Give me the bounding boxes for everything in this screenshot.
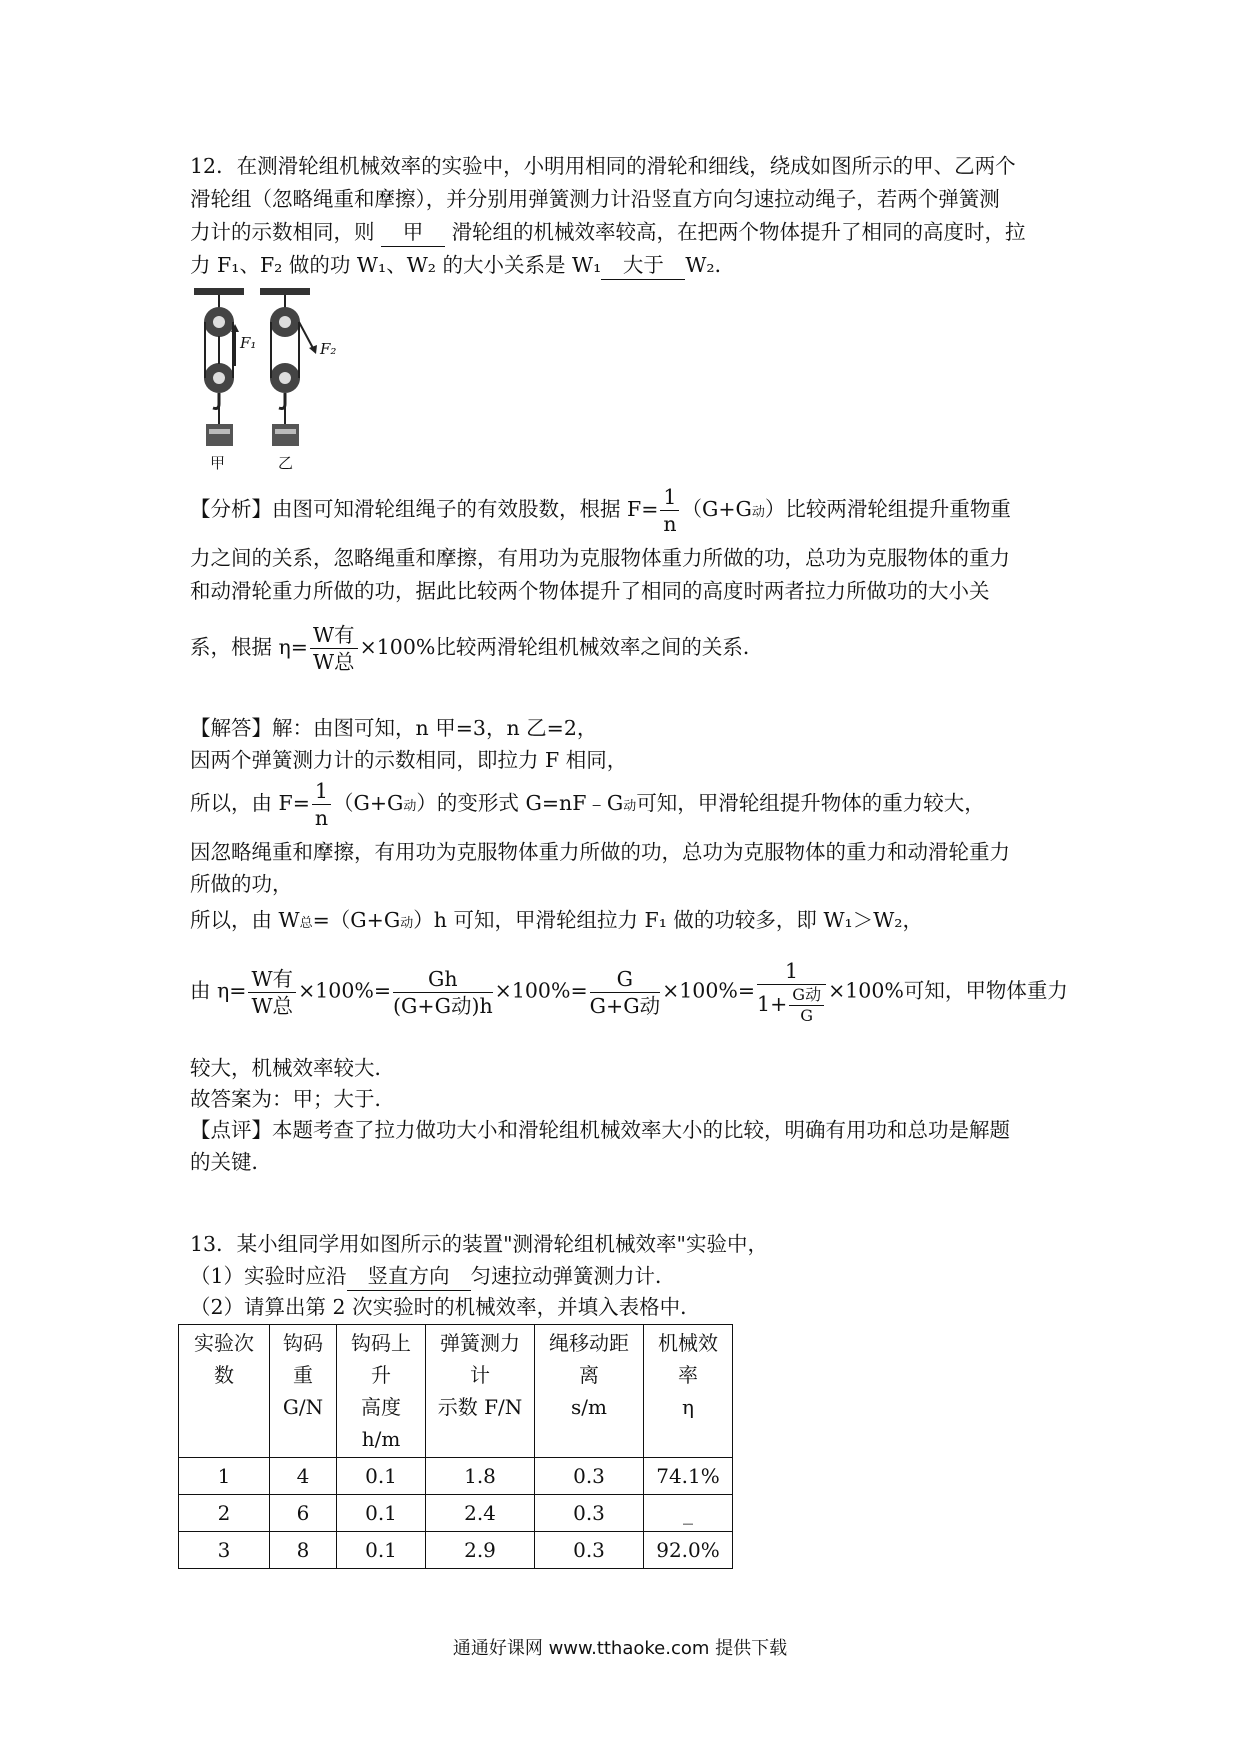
q12-answer-line-2: 因两个弹簧测力计的示数相同，即拉力 F 相同， bbox=[190, 748, 628, 772]
q12-answer-line-9: 故答案为：甲；大于． bbox=[190, 1087, 395, 1111]
f1-label: F₁ bbox=[240, 334, 257, 352]
answer-tag: 【解答】 bbox=[190, 716, 272, 740]
table-row bbox=[179, 1495, 733, 1532]
header-cell: 绳移动距 离 s/m bbox=[535, 1325, 644, 1458]
q12-analysis-line-3: 和动滑轮重力所做的功，据此比较两个物体提升了相同的高度时两者拉力所做功的大小关 bbox=[190, 579, 990, 603]
table-cell: 1.8 bbox=[426, 1458, 535, 1495]
comment-tag: 【点评】 bbox=[190, 1118, 272, 1142]
table-cell: 0.1 bbox=[337, 1532, 426, 1569]
table-cell: 3 bbox=[179, 1532, 270, 1569]
q12-stem-line-1: 12．在测滑轮组机械效率的实验中，小明用相同的滑轮和细线，绕成如图所示的甲、乙两个 bbox=[190, 154, 1016, 178]
q12-analysis-line-1: 【分析】由图可知滑轮组绳子的有效股数，根据 F= $\frac{1}{n}$ （G+G动）比较两滑轮组提升重物重 bbox=[190, 485, 1011, 536]
q12-answer-blank-1: 甲 bbox=[381, 218, 445, 247]
analysis-tag: 【分析】 bbox=[190, 497, 272, 521]
table-row bbox=[179, 1458, 733, 1495]
page-footer: 通通好课网 www.tthaoke.com 提供下载 bbox=[452, 1638, 788, 1659]
q12-answer-line-3: 所以，由 F= $\frac{1}{n}$ （G+G动）的变形式 G=nF﹣G动可知，甲滑轮组提升物体的重力较大， bbox=[190, 779, 985, 830]
q13-answer-blank-1: 竖直方向 bbox=[347, 1262, 471, 1291]
table-cell: 8 bbox=[270, 1532, 337, 1569]
table-header-row bbox=[179, 1325, 733, 1458]
figure-label-yi: 乙 bbox=[278, 454, 294, 472]
table-cell: 4 bbox=[270, 1458, 337, 1495]
q12-analysis-line-4: 系，根据 η= $\frac{\text{W有}}{\text{W总}}$ ×100%比较两滑轮组机械效率之间的关系． bbox=[190, 623, 764, 674]
fraction-1-over-n: $\frac{1}{n}$ bbox=[660, 484, 679, 537]
fraction-wyou-over-wzong: $\frac{\text{W有}}{\text{W总}}$ bbox=[310, 622, 358, 675]
q12-answer-line-6: 所以，由 W总=（G+G动）h 可知，甲滑轮组拉力 F₁ 做的功较多，即 W₁＞W₂， bbox=[190, 908, 924, 932]
fraction-wyou-over-wzong-2: $\frac{\text{W有}}{\text{W总}}$ bbox=[248, 966, 296, 1019]
f2-label: F₂ bbox=[320, 340, 337, 358]
q12-answer-line-1: 【解答】解：由图可知，n 甲=3，n 乙=2， bbox=[190, 716, 598, 740]
q13-stem-line-2: （1）实验时应沿 竖直方向 匀速拉动弹簧测力计． bbox=[190, 1262, 676, 1291]
table-cell: 0.1 bbox=[337, 1458, 426, 1495]
pulley-figure bbox=[190, 286, 360, 476]
q12-answer-line-7: 由 η= $\frac{\text{W有}}{\text{W总}}$ ×100%= $\frac{Gh}{\text{(G+G动)h}}$ ×100%= $\frac{G}{\text{G+G动}}$ ×100%= 1 1+ $\frac{\text{G动}}{G}$ ×100%可知，甲物体重力 bbox=[190, 959, 1068, 1025]
table-cell: 6 bbox=[270, 1495, 337, 1532]
table-cell: 2.9 bbox=[426, 1532, 535, 1569]
table-cell: 0.3 bbox=[535, 1532, 644, 1569]
table-cell: 2 bbox=[179, 1495, 270, 1532]
header-cell: 弹簧测力 计 示数 F/N bbox=[426, 1325, 535, 1458]
fraction-gh: $\frac{Gh}{\text{(G+G动)h}}$ bbox=[393, 966, 493, 1018]
header-cell: 机械效 率 η bbox=[644, 1325, 733, 1458]
q13-stem-line-3: （2）请算出第 2 次实验时的机械效率，并填入表格中． bbox=[190, 1295, 701, 1319]
table-cell: 1 bbox=[179, 1458, 270, 1495]
fraction-compound: 1 1+ $\frac{\text{G动}}{G}$ bbox=[757, 958, 826, 1026]
table-cell: 74.1% bbox=[644, 1458, 733, 1495]
fraction-1-over-n-2: $\frac{1}{n}$ bbox=[312, 778, 331, 831]
table-cell: 92.0% bbox=[644, 1532, 733, 1569]
q12-answer-blank-2: 大于 bbox=[601, 251, 685, 280]
q12-stem-line-3: 力计的示数相同，则 甲 滑轮组的机械效率较高，在把两个物体提升了相同的高度时，拉 bbox=[190, 218, 1026, 247]
table-cell: _ bbox=[644, 1495, 733, 1532]
q12-stem-line-2: 滑轮组（忽略绳重和摩擦），并分别用弹簧测力计沿竖直方向匀速拉动绳子，若两个弹簧测 bbox=[190, 187, 1000, 211]
table-cell: 0.3 bbox=[535, 1458, 644, 1495]
q13-stem-line-1: 13．某小组同学用如图所示的装置"测滑轮组机械效率"实验中， bbox=[190, 1232, 768, 1256]
q12-analysis-line-2: 力之间的关系，忽略绳重和摩擦，有用功为克服物体重力所做的功，总功为克服物体的重力 bbox=[190, 546, 1010, 570]
table-cell: 0.1 bbox=[337, 1495, 426, 1532]
q12-answer-line-5: 所做的功， bbox=[190, 872, 293, 896]
q12-comment-line-2: 的关键． bbox=[190, 1150, 272, 1174]
figure-label-jia: 甲 bbox=[210, 454, 226, 472]
fraction-g: $\frac{G}{\text{G+G动}}$ bbox=[589, 966, 661, 1018]
table-row bbox=[179, 1532, 733, 1569]
header-cell: 实验次 数 bbox=[179, 1325, 270, 1458]
table-cell: 2.4 bbox=[426, 1495, 535, 1532]
q12-answer-line-8: 较大，机械效率较大． bbox=[190, 1056, 395, 1080]
q12-comment-line-1: 【点评】本题考查了拉力做功大小和滑轮组机械效率大小的比较，明确有用功和总功是解题 bbox=[190, 1118, 1010, 1142]
header-cell: 钩码上 升 高度 h/m bbox=[337, 1325, 426, 1458]
experiment-table bbox=[178, 1324, 733, 1569]
table-cell: 0.3 bbox=[535, 1495, 644, 1532]
q12-answer-line-4: 因忽略绳重和摩擦，有用功为克服物体重力所做的功，总功为克服物体的重力和动滑轮重力 bbox=[190, 840, 1010, 864]
q12-stem-line-4: 力 F₁、F₂ 做的功 W₁、W₂ 的大小关系是 W₁ 大于 W₂． bbox=[190, 251, 735, 280]
header-cell: 钩码 重 G/N bbox=[270, 1325, 337, 1458]
